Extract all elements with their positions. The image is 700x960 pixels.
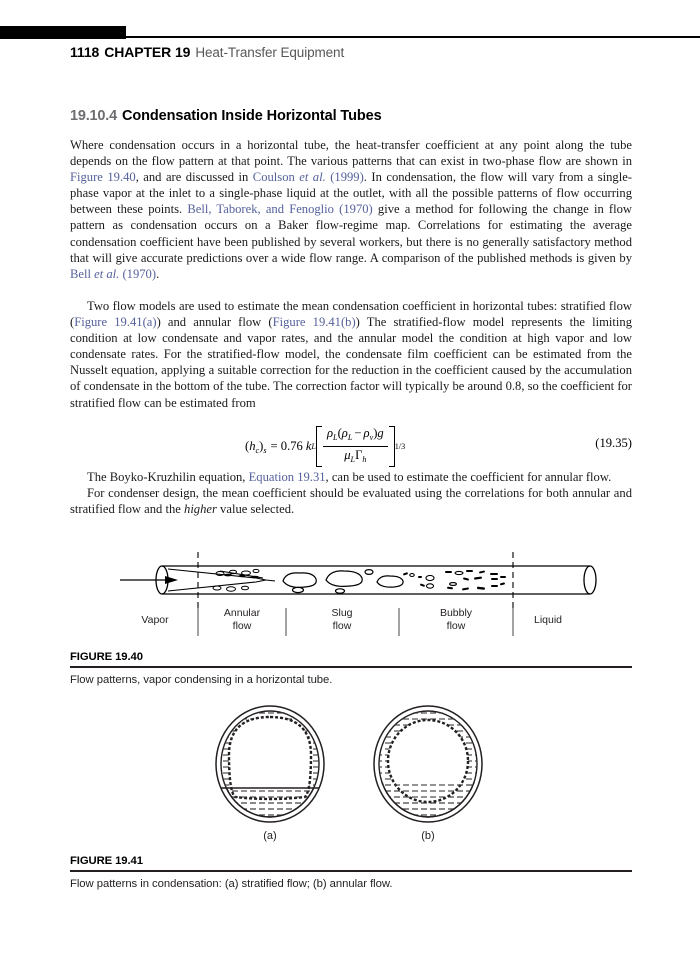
eq-gamma: Γ: [355, 448, 363, 462]
p1-link4-italic: et al.: [94, 266, 120, 281]
link-figure-19-41a[interactable]: Figure 19.41(a): [74, 315, 157, 330]
figure-19-40-caption-block: [70, 651, 632, 686]
p2-seg-b: ) and annular flow (: [156, 315, 273, 330]
eq-rho-l-2: ρ: [341, 426, 348, 440]
section-number: 19.10.4: [70, 108, 117, 124]
figure-19-41-graphic: [70, 698, 632, 846]
eq-exponent: 1/3: [394, 442, 406, 451]
section-title: Condensation Inside Horizontal Tubes: [121, 108, 382, 124]
tube-flow-pattern-svg: [70, 540, 632, 640]
p1-seg-d: give a method for following the change in flow pattern as condensation occurs on a Baker flow-regime map. Correlations for estimating the average condensation coefficient have been published by several workers, but there is no generally satisfactory method that will give accurate predictions over a wide flow range. A comparison of the published methods is given by: [70, 202, 633, 265]
eq-gamma-sub: h: [362, 455, 367, 464]
eq-mu: μ: [344, 448, 351, 462]
region-label-group: [141, 607, 562, 632]
section-heading: [70, 108, 382, 124]
eq-g: g: [377, 426, 384, 440]
region-dashed-boundaries: [198, 552, 513, 608]
region-label-slug-1: Slug: [331, 607, 353, 619]
eq-h: h: [249, 438, 256, 453]
equation-lhs: $(h_c)_s$: [245, 438, 267, 455]
paragraph-three-line-two: [70, 485, 632, 517]
header-rule: [126, 36, 700, 38]
equation-19-35: [70, 424, 632, 464]
paragraph-three-line-one: [70, 469, 632, 485]
figure-19-40-label: FIGURE 19.40: [70, 651, 143, 663]
eq-equals: = 0.76: [270, 439, 303, 453]
eq-rho-v: ρ: [363, 426, 370, 440]
link-coulson-1999[interactable]: [253, 170, 364, 184]
region-label-vapor: Vapor: [141, 614, 169, 626]
region-label-bubbly-1: Bubbly: [439, 607, 473, 619]
running-header-text: [70, 44, 344, 60]
figure-19-40-caption: Flow patterns, vapor condensing in a horizontal tube.: [70, 673, 333, 686]
figure-19-41-rule: [70, 870, 632, 872]
p3-seg-c: For condenser design, the mean coefficient should be evaluated using the correlations for both annular and stratified flow and the: [70, 486, 632, 517]
page-number: 1118: [70, 44, 100, 60]
p1-link4-text: Bell: [70, 266, 95, 281]
figure-19-41-caption: Flow patterns in condensation: (a) stratified flow; (b) annular flow.: [70, 877, 393, 890]
region-label-slug-2: flow: [332, 620, 352, 632]
eq-rho-v-sub: v: [369, 433, 374, 442]
cross-section-svg: [196, 698, 506, 846]
eq-denominator: [340, 447, 370, 467]
figure-19-40-rule: [70, 666, 632, 668]
eq-minus: −: [354, 426, 362, 440]
eq-bracket-left: [316, 426, 322, 467]
cross-section-annular: [374, 706, 482, 842]
figure-19-41-label: FIGURE 19.41: [70, 855, 143, 867]
equation-expression: [245, 426, 405, 467]
figure-19-40-graphic: [70, 540, 632, 640]
panel-label-b: (b): [421, 830, 435, 842]
bubbly-bubbles: [410, 571, 463, 588]
eq-bracket: [316, 426, 395, 467]
link-bell-taborek-fenoglio-1970[interactable]: Bell, Taborek, and Fenoglio (1970): [187, 202, 373, 217]
tube-outline: [156, 566, 596, 594]
annular-bubbles: [213, 569, 259, 591]
p1-link2-end: (1999): [325, 170, 364, 185]
vapor-core-boundary-a: [229, 717, 311, 799]
paragraph-three: [70, 469, 632, 517]
p3-seg-d: value selected.: [216, 502, 295, 517]
p3-italic-higher: higher: [184, 502, 217, 517]
slug-bubbles: [283, 570, 403, 594]
p2-seg-a: Two flow models are used to estimate the mean condensation coefficient in horizontal tubes: stratified flow (: [70, 299, 632, 330]
eq-rho-l-1: ρ: [326, 426, 334, 440]
eq-k: k: [305, 439, 312, 453]
p2-seg-c: ) The stratified-flow model represents the limiting condition at low condensate and vapor rates, and the annular model the condition at high vapor and low condensate rates. For the stratified-flow model, the condensate film coefficient can be estimated from the Nusselt equation, applying a suitable correction for the reduction in the coefficient caused by the accumulation of condensate in the bottom of the tube. The correction factor will typically be around 0.8, so the coefficient for stratified flow can be estimated from: [70, 315, 632, 410]
p1-link4-end: (1970): [119, 266, 157, 281]
p1-seg-e: .: [156, 266, 160, 281]
link-figure-19-41b[interactable]: Figure 19.41(b): [272, 315, 356, 330]
link-equation-19-31[interactable]: Equation 19.31: [248, 470, 326, 484]
running-header-bar: [0, 26, 700, 40]
link-bell-et-al-1970[interactable]: [70, 267, 156, 281]
chapter-label: CHAPTER 19: [104, 44, 191, 60]
region-label-liquid: Liquid: [533, 614, 563, 626]
p1-seg-b: , and are discussed in: [135, 170, 253, 185]
region-label-annular-2: flow: [232, 620, 252, 632]
eq-rho-l-2-sub: L: [347, 433, 353, 442]
chapter-title: Heat-Transfer Equipment: [195, 45, 345, 60]
region-label-bubbly-2: flow: [446, 620, 466, 632]
header-black-block: [0, 26, 126, 39]
link-figure-19-40[interactable]: Figure 19.40: [70, 170, 136, 185]
cross-section-stratified: [216, 706, 324, 842]
eq-rho-l-1-sub: L: [333, 433, 338, 442]
eq-fraction: [323, 426, 388, 467]
p1-seg-a: Where condensation occurs in a horizontal tube, the heat-transfer coefficient at any point along the tube depends on the flow pattern at that point. The various patterns that can exist in two-phase flow are shown in: [70, 138, 632, 169]
p1-link2-italic: et al.: [299, 170, 326, 185]
paragraph-one-text: [70, 137, 632, 282]
paragraph-one: [70, 137, 632, 282]
region-label-annular-1: Annular: [223, 607, 261, 619]
eq-numerator: $\rho_L(\rho_L - \rho_v)g$: [323, 426, 388, 447]
p1-seg-c: . In condensation, the flow will vary from a single-phase vapor at the inlet to a single-phase liquid at the outlet, with all the possible patterns of flow occurring between these points.: [70, 170, 632, 217]
eq-mu-sub: L: [350, 455, 356, 464]
p3-seg-a: The Boyko-Kruzhilin equation,: [87, 470, 249, 484]
equation-number: (19.35): [595, 436, 632, 450]
paragraph-two-text: [70, 298, 632, 411]
bubbly-dashes: [403, 570, 506, 591]
p1-link2-text: Coulson: [252, 170, 300, 185]
p3-seg-b: , can be used to estimate the coefficient for annular flow.: [325, 470, 612, 484]
panel-label-a: (a): [263, 830, 277, 842]
figure-19-41-caption-block: [70, 855, 632, 890]
paragraph-two: [70, 298, 632, 411]
eq-s-sub: s: [263, 445, 267, 455]
eq-h-sub: c: [255, 445, 260, 455]
inlet-arrow: [120, 576, 178, 584]
eq-k-sub: L: [311, 442, 316, 451]
